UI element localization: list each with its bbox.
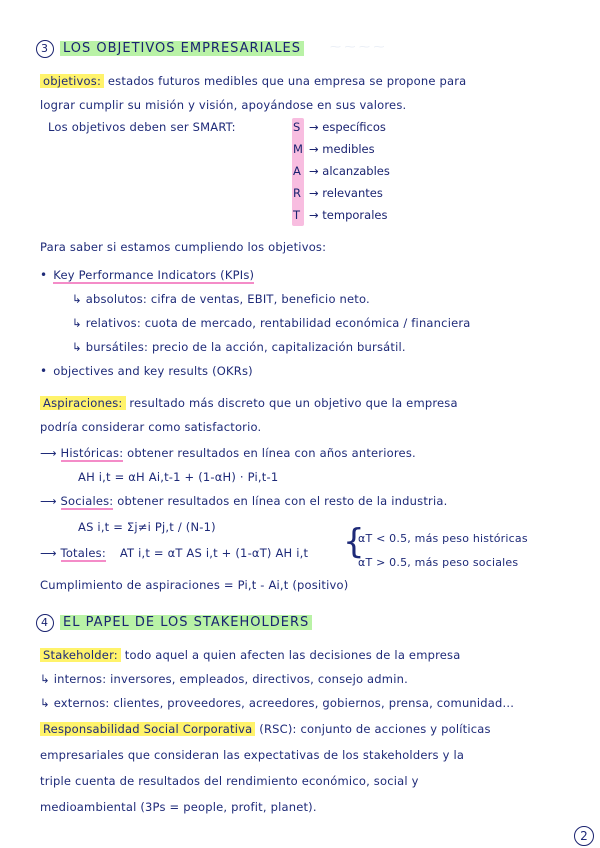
smart-intro: Los objetivos deben ser SMART:: [48, 120, 236, 134]
smart-text: → temporales: [309, 208, 388, 222]
aspiraciones-line2: podría considerar como satisfactorio.: [40, 420, 262, 434]
okr-text: objectives and key results (OKRs): [53, 364, 253, 378]
rsc-line2: empresariales que consideran las expectativas de los stakeholders y la: [40, 748, 465, 762]
bullet-icon: •: [40, 268, 48, 282]
rsc-line3: triple cuenta de resultados del rendimiento económico, social y: [40, 774, 419, 788]
historicas-line: [40, 446, 416, 460]
page-number: 2: [574, 826, 594, 846]
totales-formula: AT i,t = αT AS i,t + (1-αT) AH i,t: [119, 546, 309, 560]
stakeholder-term: Stakeholder:: [40, 648, 121, 662]
cumplimiento-text: Cumplimiento de aspiraciones = Pi,t - Ai,t (positivo): [40, 578, 349, 592]
kpi-bullet: [40, 268, 254, 282]
kpi-relativos: ↳ relativos: cuota de mercado, rentabilidad económica / financiera: [72, 316, 471, 330]
smart-text: → alcanzables: [309, 164, 390, 178]
section-title: EL PAPEL DE LOS STAKEHOLDERS: [60, 615, 312, 630]
kpi-absolutos: ↳ absolutos: cifra de ventas, EBIT, beneficio neto.: [72, 292, 370, 306]
smart-text: → relevantes: [309, 186, 383, 200]
sociales-formula: AS i,t = Σj≠i Pj,t / (N-1): [78, 520, 216, 534]
section-title: LOS OBJETIVOS EMPRESARIALES: [60, 41, 304, 56]
aspiraciones-def1: resultado más discreto que un objetivo que la empresa: [129, 396, 458, 410]
sociales-label: Sociales:: [60, 494, 114, 508]
smart-row-m: [293, 142, 375, 156]
historicas-label: Históricas:: [60, 446, 124, 460]
brace-line1: αT < 0.5, más peso históricas: [358, 532, 528, 545]
bullet-icon: •: [40, 364, 48, 378]
smart-letter: R: [293, 186, 301, 200]
smart-letter: T: [293, 208, 301, 222]
kpi-title: Key Performance Indicators (KPIs): [53, 268, 255, 282]
smart-letter: A: [293, 164, 301, 178]
para-saber-text: Para saber si estamos cumpliendo los objetivos:: [40, 240, 327, 254]
okr-bullet: [40, 364, 253, 378]
smart-row-s: [293, 120, 386, 134]
smart-row-a: [293, 164, 390, 178]
objetivos-term: objetivos:: [40, 74, 104, 88]
smart-letter: M: [293, 142, 303, 156]
objetivos-def-text1: estados futuros medibles que una empresa se propone para: [107, 74, 467, 88]
rsc-term: Responsabilidad Social Corporativa: [40, 722, 255, 736]
objetivos-definition-line2: lograr cumplir su misión y visión, apoyándose en sus valores.: [40, 98, 407, 112]
section-number-badge: 4: [36, 614, 54, 632]
rsc-line4: medioambiental (3Ps = people, profit, planet).: [40, 800, 317, 814]
bleed-through-text: ⁓ ⁓ ⁓ ⁓: [330, 40, 385, 53]
section-3-heading: [36, 40, 304, 58]
smart-letter: S: [293, 120, 301, 134]
arrow-right-icon: ⟶: [40, 546, 61, 560]
sociales-line: [40, 494, 447, 508]
kpi-bursatiles: ↳ bursátiles: precio de la acción, capitalización bursátil.: [72, 340, 406, 354]
aspiraciones-term: Aspiraciones:: [40, 396, 126, 410]
internos-line: ↳ internos: inversores, empleados, directivos, consejo admin.: [40, 672, 408, 686]
objetivos-definition-line1: [40, 74, 466, 88]
smart-text: → específicos: [309, 120, 386, 134]
aspiraciones-line1: [40, 396, 458, 410]
smart-row-t: [293, 208, 387, 222]
totales-label: Totales:: [60, 546, 106, 560]
smart-text: → medibles: [309, 142, 375, 156]
arrow-right-icon: ⟶: [40, 446, 61, 460]
section-number-badge: 3: [36, 40, 54, 58]
curly-brace-icon: {: [343, 522, 365, 562]
section-4-heading: [36, 614, 312, 632]
rsc-text1: (RSC): conjunto de acciones y políticas: [259, 722, 491, 736]
arrow-right-icon: ⟶: [40, 494, 61, 508]
stakeholder-def: todo aquel a quien afecten las decisiones de la empresa: [124, 648, 461, 662]
rsc-line1: [40, 722, 491, 736]
historicas-text: obtener resultados en línea con años anteriores.: [127, 446, 416, 460]
totales-line: [40, 546, 308, 560]
smart-row-r: [293, 186, 383, 200]
externos-line: ↳ externos: clientes, proveedores, acreedores, gobiernos, prensa, comunidad...: [40, 696, 515, 710]
historicas-formula: AH i,t = αH Ai,t-1 + (1-αH) · Pi,t-1: [78, 470, 279, 484]
sociales-text: obtener resultados en línea con el resto de la industria.: [117, 494, 448, 508]
brace-line2: αT > 0.5, más peso sociales: [358, 556, 519, 569]
stakeholder-line: [40, 648, 461, 662]
